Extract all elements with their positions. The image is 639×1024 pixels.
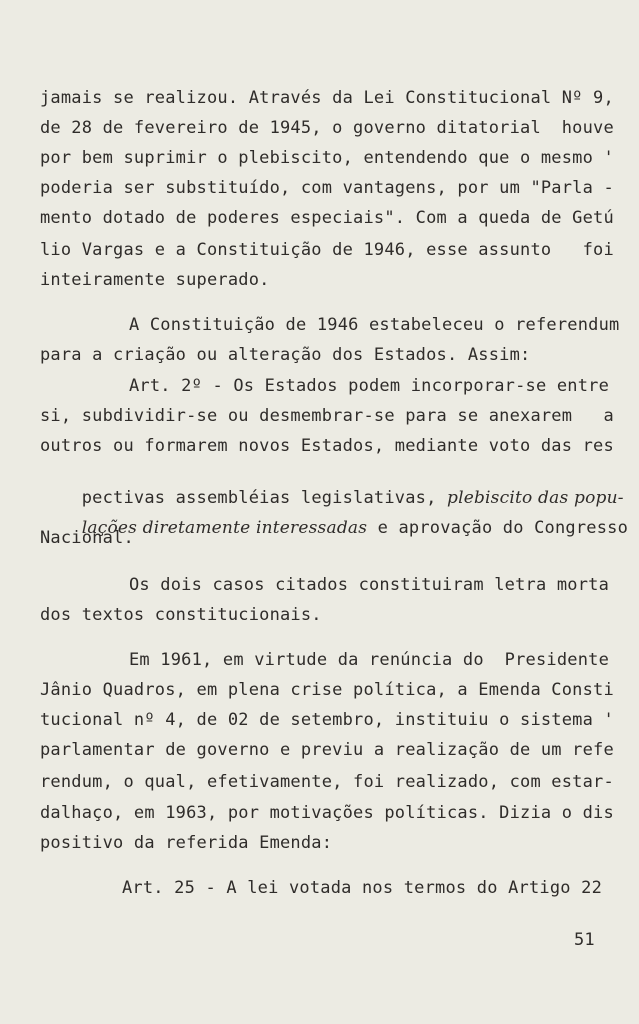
text-line: parlamentar de governo e previu a realização de um refe <box>40 740 614 760</box>
text-line: Art. 2º - Os Estados podem incorporar-se entre <box>129 376 610 396</box>
text-line: outros ou formarem novos Estados, mediante voto das res <box>40 436 614 456</box>
page-number: 51 <box>574 930 595 950</box>
italic-text: lações diretamente interessadas <box>81 518 368 538</box>
text-line: dalhaço, em 1963, por motivações políticas. Dizia o dis <box>40 803 614 823</box>
text-line: por bem suprimir o plebiscito, entendendo que o mesmo ' <box>40 148 614 168</box>
text-line: de 28 de fevereiro de 1945, o governo ditatorial houve <box>40 118 614 138</box>
text-segment: e aprovação do Congresso <box>367 518 629 538</box>
text-line: Em 1961, em virtude da renúncia do Presidente <box>129 650 610 670</box>
text-line: dos textos constitucionais. <box>40 605 322 625</box>
text-line: Art. 25 - A lei votada nos termos do Artigo 22 <box>122 878 603 898</box>
text-line: Jânio Quadros, em plena crise política, a Emenda Consti <box>40 680 614 700</box>
text-line: positivo da referida Emenda: <box>40 833 333 853</box>
text-line: rendum, o qual, efetivamente, foi realizado, com estar- <box>40 772 614 792</box>
text-line: Nacional. <box>40 528 134 548</box>
text-line: tucional nº 4, de 02 de setembro, instituiu o sistema ' <box>40 710 614 730</box>
text-segment: pectivas assembléias legislativas, <box>81 488 447 508</box>
text-line: A Constituição de 1946 estabeleceu o referendum <box>129 315 620 335</box>
text-line: para a criação ou alteração dos Estados. Assim: <box>40 345 531 365</box>
text-line: jamais se realizou. Através da Lei Constitucional Nº 9, <box>40 88 614 108</box>
text-line: mento dotado de poderes especiais". Com a queda de Getú <box>40 208 614 228</box>
text-line: lio Vargas e a Constituição de 1946, esse assunto foi <box>40 240 614 260</box>
italic-text: plebiscito das popu- <box>446 488 624 508</box>
text-line: poderia ser substituído, com vantagens, por um "Parla - <box>40 178 614 198</box>
text-line: inteiramente superado. <box>40 270 270 290</box>
text-line: si, subdividir-se ou desmembrar-se para se anexarem a <box>40 406 614 426</box>
text-line: Os dois casos citados constituiram letra morta <box>129 575 610 595</box>
